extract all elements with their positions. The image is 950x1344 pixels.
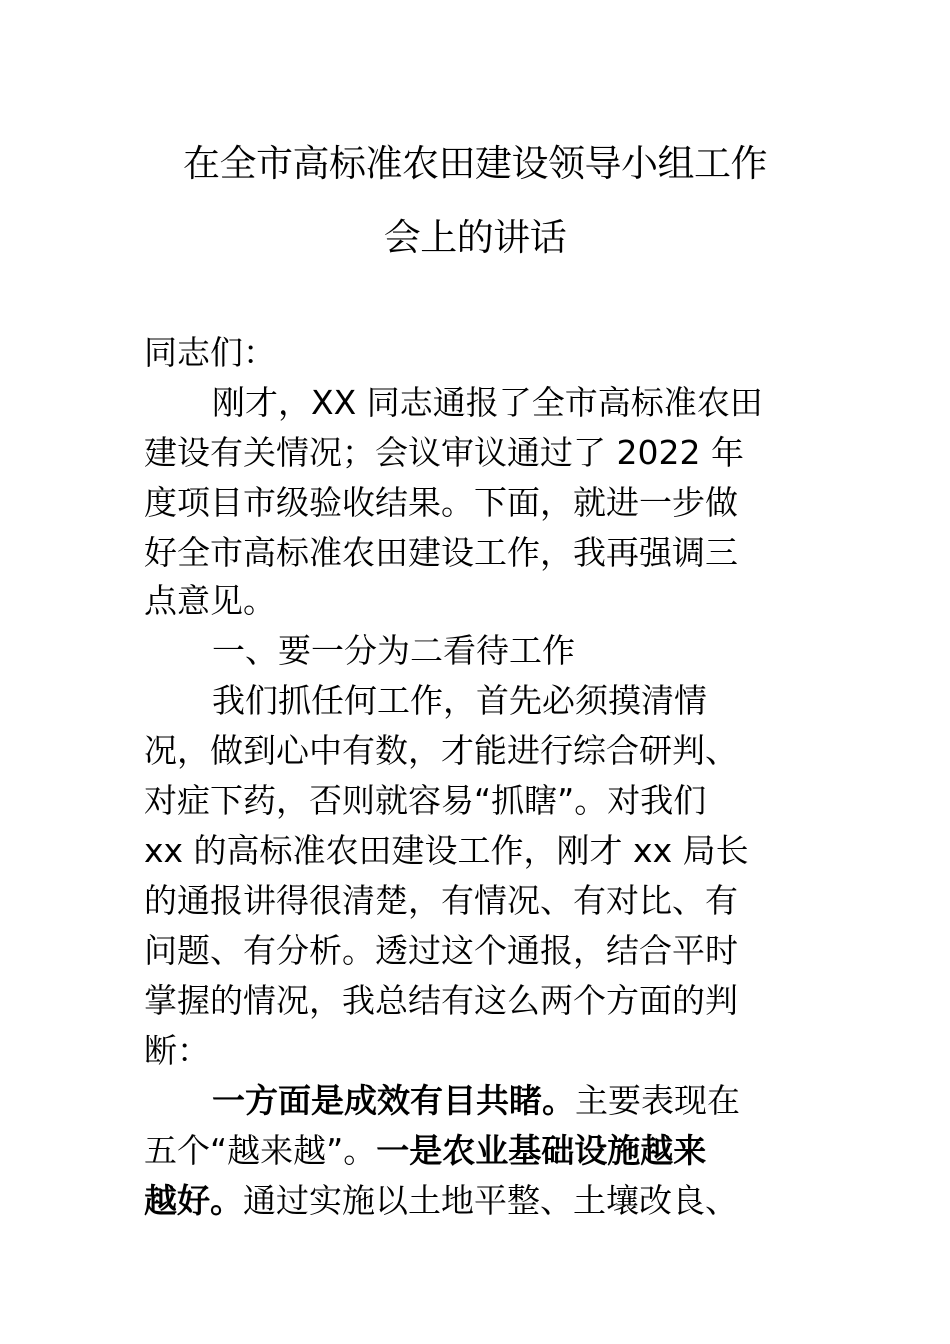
paragraph-line: 度项目市级验收结果。下面，就进一步做 — [144, 483, 738, 522]
section-heading: 一、要一分为二看待工作 — [212, 631, 575, 670]
paragraph-line: 问题、有分析。透过这个通报，结合平时 — [144, 931, 738, 970]
paragraph-line: 况，做到心中有数，才能进行综合研判、 — [144, 731, 738, 770]
normal-phrase: 主要表现在 — [575, 1081, 740, 1120]
paragraph-line: 的通报讲得很清楚，有情况、有对比、有 — [144, 881, 738, 920]
paragraph-line: 对症下药，否则就容易“抓瞎”。对我们 — [144, 781, 707, 820]
paragraph-line: 掌握的情况，我总结有这么两个方面的判 — [144, 981, 738, 1020]
salutation: 同志们： — [144, 333, 276, 372]
paragraph-line: 点意见。 — [144, 581, 276, 620]
paragraph-line: 好全市高标准农田建设工作，我再强调三 — [144, 533, 738, 572]
document-title-line-2: 会上的讲话 — [383, 216, 567, 259]
normal-phrase: 五个“越来越”。 — [144, 1131, 377, 1170]
paragraph-line: 断： — [144, 1031, 210, 1070]
paragraph-line: xx 的高标准农田建设工作，刚才 xx 局长 — [144, 831, 749, 870]
document-title-line-1: 在全市高标准农田建设领导小组工作 — [183, 142, 767, 185]
normal-phrase: 通过实施以土地平整、土壤改良、 — [243, 1181, 738, 1220]
paragraph-line — [144, 1180, 814, 1222]
paragraph-line: 我们抓任何工作，首先必须摸清情 — [212, 681, 707, 720]
paragraph-line: 刚才，XX 同志通报了全市高标准农田 — [212, 383, 763, 422]
bold-phrase: 越好。 — [144, 1181, 243, 1220]
paragraph-line: 建设有关情况；会议审议通过了 2022 年 — [144, 433, 744, 472]
paragraph-line — [212, 1080, 812, 1122]
bold-phrase: 一是农业基础设施越来 — [376, 1131, 707, 1170]
paragraph-line — [144, 1130, 814, 1172]
bold-phrase: 一方面是成效有目共睹。 — [212, 1081, 575, 1120]
